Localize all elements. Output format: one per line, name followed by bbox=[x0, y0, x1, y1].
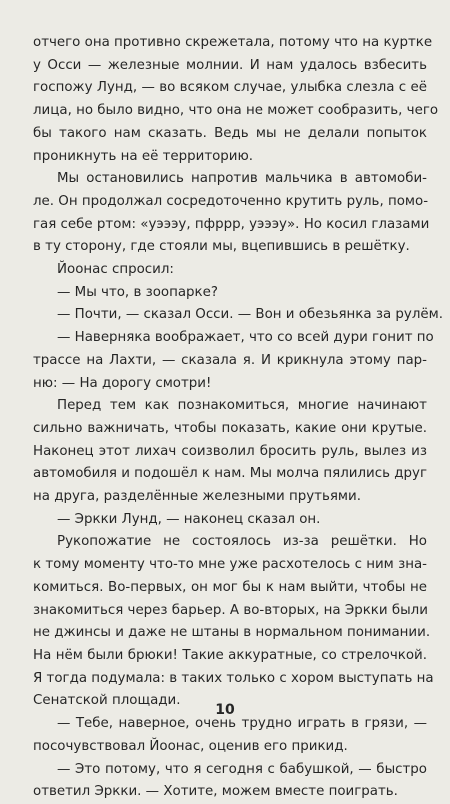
text-line: — Это потому, что я сегодня с бабушкой, — быстро bbox=[57, 761, 427, 777]
text-line: — Почти, — сказал Осси. — Вон и обезьянка за рулём. bbox=[57, 307, 443, 323]
text-line: Я тогда подумала: в таких только с хором выступать на bbox=[33, 670, 434, 686]
text-line: в ту сторону, где стояли мы, вцепившись в решётку. bbox=[33, 239, 410, 255]
text-line: — Эркки Лунд, — наконец сказал он. bbox=[57, 511, 321, 527]
text-line: госпожу Лунд, — во всяком случае, улыбка слезла с её bbox=[33, 80, 427, 96]
text-line: сильно важничать, чтобы показать, какие они крутые. bbox=[33, 420, 427, 436]
text-line: ле. Он продолжал сосредоточенно крутить руль, помо- bbox=[33, 193, 429, 209]
text-line: Мы остановились напротив мальчика в автомоби- bbox=[57, 171, 427, 187]
page-number: 10 bbox=[215, 702, 235, 718]
text-line: — Мы что, в зоопарке? bbox=[57, 284, 218, 300]
text-line: автомобиля и подошёл к нам. Мы молча пялились друг bbox=[33, 466, 427, 482]
text-line: Сенатской площади. bbox=[33, 693, 181, 709]
text-line: посочувствовал Йоонас, оценив его прикид. bbox=[33, 738, 348, 754]
text-line: проникнуть на её территорию. bbox=[33, 148, 254, 164]
text-line: ответил Эркки. — Хотите, можем вместе поиграть. bbox=[33, 784, 398, 800]
text-line: гая себе ртом: «уэээу, пфррр, уэээу». Но косил глазами bbox=[33, 216, 430, 232]
text-line: Наконец этот лихач соизволил бросить руль, вылез из bbox=[33, 443, 427, 459]
body-text bbox=[33, 32, 443, 804]
text-line: бы такого нам сказать. Ведь мы не делали попыток bbox=[33, 125, 427, 141]
text-line: комиться. Во-первых, он мог бы к нам выйти, чтобы не bbox=[33, 579, 427, 595]
text-line: лица, но было видно, что она не может сообразить, чего bbox=[33, 103, 439, 119]
text-line: На нём были брюки! Такие аккуратные, со стрелочкой. bbox=[33, 647, 427, 663]
text-line: — Наверняка воображает, что со всей дури гонит по bbox=[57, 330, 434, 346]
text-line: Йоонас спросил: bbox=[57, 262, 174, 278]
text-line: ню: — На дорогу смотри! bbox=[33, 375, 212, 391]
text-line: не джинсы и даже не штаны в нормальном понимании. bbox=[33, 625, 431, 641]
text-line: к тому моменту что-то мне уже расхотелось с ним зна- bbox=[33, 557, 427, 573]
text-line: Рукопожатие не состоялось из-за решётки. Но bbox=[57, 534, 427, 550]
text-line: — Тебе, наверное, очень трудно играть в грязи, — bbox=[57, 716, 427, 732]
text-line: трассе на Лахти, — сказала я. И крикнула этому пар- bbox=[33, 352, 427, 368]
text-line: Перед тем как познакомиться, многие начинают bbox=[57, 398, 427, 414]
text-line: знакомиться через барьер. А во-вторых, на Эркки были bbox=[33, 602, 428, 618]
text-line: отчего она противно скрежетала, потому что на куртке bbox=[33, 35, 433, 50]
text-line: на друга, разделённые железными прутьями. bbox=[33, 489, 361, 505]
text-line: у Осси — железные молнии. И нам удалось взбесить bbox=[33, 57, 427, 73]
